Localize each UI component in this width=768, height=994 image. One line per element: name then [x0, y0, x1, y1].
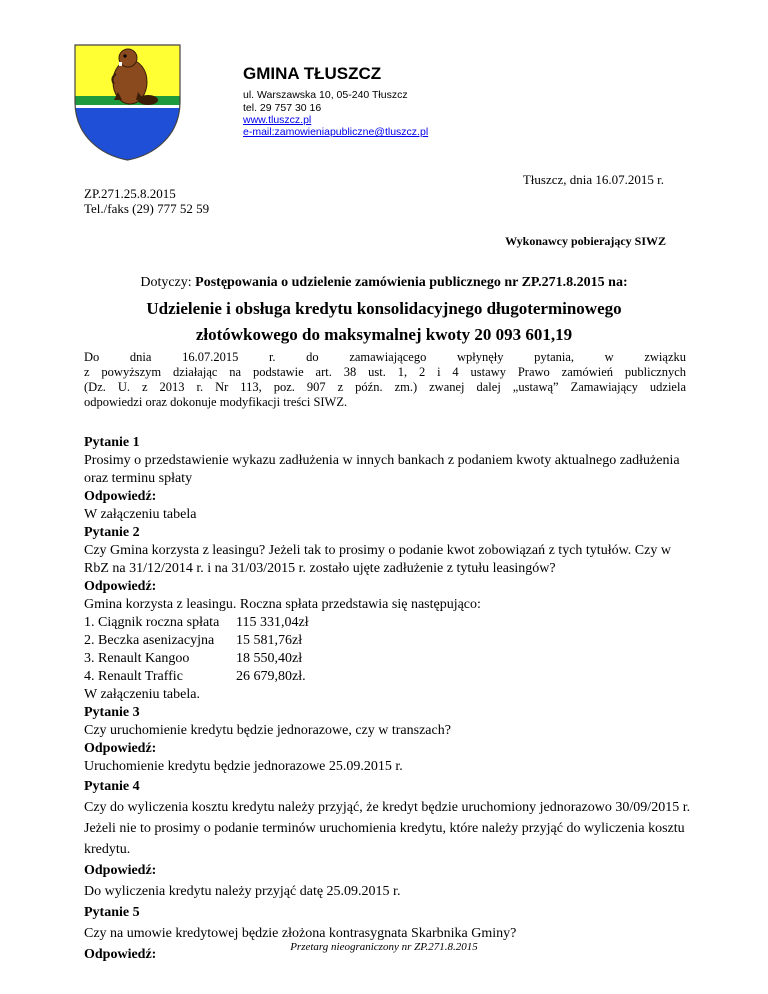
intro-line: Do dnia 16.07.2015 r. do zamawiającego wpłynęły pytania, w związku: [84, 350, 686, 364]
lease-item-value: 15 581,76zł: [236, 633, 303, 648]
question-text: Czy Gmina korzysta z leasingu? Jeżeli tak to prosimy o podanie kwot zobowiązań z tych tytułów. Czy w RbZ na 31/12/2014 r. i na 31/03/2015 r. zostało ujęte zadłużenie z tytułu leasingów?: [84, 543, 671, 576]
answer-label: Odpowiedź:: [84, 489, 157, 504]
lease-item-name: 4. Renault Traffic: [84, 669, 183, 684]
intro-paragraph: [84, 350, 686, 410]
answer-text: Do wyliczenia kredytu należy przyjąć datę 25.09.2015 r.: [84, 884, 401, 899]
website-link[interactable]: www.tluszcz.pl: [243, 114, 312, 126]
answer-text: W załączeniu tabela.: [84, 687, 200, 702]
lease-item: [84, 614, 694, 632]
subject-text: Postępowania o udzielenie zamówienia publicznego nr ZP.271.8.2015 na:: [195, 275, 628, 290]
organization-name: GMINA TŁUSZCZ: [243, 64, 382, 83]
answer-label: Odpowiedź:: [84, 579, 157, 594]
question-text: Czy do wyliczenia kosztu kredytu należy przyjąć, że kredyt będzie uruchomiony jednorazowo 30/09/2015 r. Jeżeli nie to prosimy o podanie terminów uruchomienia kredytu, które należy przyjąć do wyliczenia kosztu kredytu.: [84, 800, 691, 857]
question-text: Prosimy o przedstawienie wykazu zadłużenia w innych bankach z podaniem kwoty aktualnego zadłużenia oraz terminu spłaty: [84, 453, 680, 486]
lease-item-value: 26 679,80zł.: [236, 669, 306, 684]
answer-label: Odpowiedź:: [84, 947, 157, 962]
intro-line: (Dz. U. z 2013 r. Nr 113, poz. 907 z późn. zm.) zwanej dalej „ustawą” Zamawiający udziela: [84, 380, 686, 394]
lease-item: [84, 650, 694, 668]
answer-label: Odpowiedź:: [84, 741, 157, 756]
question-label: Pytanie 1: [84, 435, 140, 450]
question-text: Czy na umowie kredytowej będzie złożona kontrasygnata Skarbnika Gminy?: [84, 926, 517, 941]
lease-item-name: 3. Renault Kangoo: [84, 651, 190, 666]
question-text: Czy uruchomienie kredytu będzie jednorazowe, czy w transzach?: [84, 723, 451, 738]
lease-item: [84, 668, 694, 686]
reference-number: ZP.271.25.8.2015: [84, 186, 176, 201]
lease-item-name: 1. Ciągnik roczna spłata: [84, 615, 220, 630]
lease-item-value: 115 331,04zł: [236, 615, 309, 630]
question-label: Pytanie 4: [84, 779, 140, 794]
title-line-2: złotówkowego do maksymalnej kwoty 20 093 601,19: [195, 325, 573, 344]
lease-item: [84, 632, 694, 650]
answer-text: Uruchomienie kredytu będzie jednorazowe 25.09.2015 r.: [84, 759, 403, 774]
answer-text: Gmina korzysta z leasingu. Roczna spłata przedstawia się następująco:: [84, 597, 481, 612]
intro-line: odpowiedzi oraz dokonuje modyfikacji treści SIWZ.: [84, 395, 348, 409]
answer-label: Odpowiedź:: [84, 863, 157, 878]
footer-text: Przetarg nieograniczony nr ZP.271.8.2015: [290, 941, 478, 953]
intro-line: z powyższym działając na podstawie art. 38 ust. 1, 2 i 4 ustawy Prawo zamówień publicznych: [84, 365, 686, 379]
email-link[interactable]: e-mail:zamowieniapubliczne@tluszcz.pl: [243, 126, 429, 138]
lease-item-value: 18 550,40zł: [236, 651, 303, 666]
subject-prefix: Dotyczy:: [140, 275, 192, 290]
qa-section: [84, 434, 694, 965]
recipients: Wykonawcy pobierający SIWZ: [505, 234, 666, 248]
question-label: Pytanie 5: [84, 905, 140, 920]
answer-text: W załączeniu tabela: [84, 507, 197, 522]
question-label: Pytanie 2: [84, 525, 140, 540]
lease-item-name: 2. Beczka asenizacyjna: [84, 633, 215, 648]
place-date: Tłuszcz, dnia 16.07.2015 r.: [522, 172, 664, 187]
beaver-coat-of-arms-icon: [70, 40, 185, 162]
organization-address: ul. Warszawska 10, 05-240 Tłuszcz: [243, 89, 408, 101]
tel-fax: Tel./faks (29) 777 52 59: [84, 201, 210, 216]
title-line-1: Udzielenie i obsługa kredytu konsolidacyjnego długoterminowego: [146, 299, 622, 318]
subject-line: [0, 275, 768, 291]
organization-phone: tel. 29 757 30 16: [243, 102, 322, 114]
question-label: Pytanie 3: [84, 705, 140, 720]
